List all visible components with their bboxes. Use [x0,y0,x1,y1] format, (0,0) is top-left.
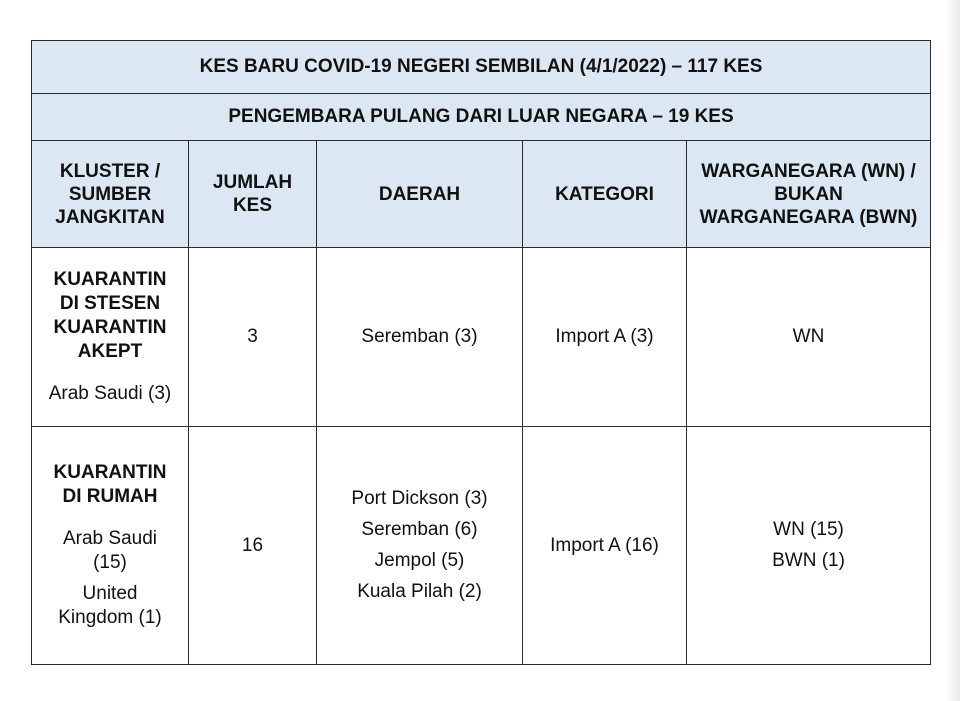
cluster-name: KUARANTIN DI RUMAH [53,462,167,507]
cluster-source: Arab Saudi (3) [48,383,172,404]
cluster-source: Arab Saudi (15) [62,528,157,573]
kategori-cell: Import A (3) [523,248,687,427]
header-kluster: KLUSTER / SUMBER JANGKITAN [32,141,189,248]
jumlah-cell: 16 [189,427,317,665]
daerah-cell [317,427,523,665]
daerah-item: Seremban (3) [361,326,478,347]
daerah-item: Port Dickson (3) [351,488,488,509]
subtitle-row [32,94,931,141]
table-row [32,427,931,665]
covid-case-table [31,40,931,665]
wn-item: BWN (1) [772,550,845,571]
kategori-cell: Import A (16) [523,427,687,665]
header-wn: WARGANEGARA (WN) / BUKAN WARGANEGARA (BWN) [687,141,931,248]
wn-item: WN (15) [773,519,844,540]
cluster-name: KUARANTIN DI STESEN KUARANTIN AKEPT [53,269,167,362]
table-row [32,248,931,427]
daerah-item: Kuala Pilah (2) [357,581,482,602]
daerah-item: Jempol (5) [374,550,465,571]
header-daerah: DAERAH [317,141,523,248]
jumlah-cell: 3 [189,248,317,427]
cluster-source: United Kingdom (1) [58,583,162,628]
header-row [32,141,931,248]
header-jumlah: JUMLAH KES [189,141,317,248]
daerah-item: Seremban (6) [361,519,478,540]
header-kategori: KATEGORI [523,141,687,248]
cluster-cell [32,248,189,427]
page-edge-shadow [946,0,960,701]
wn-cell [687,248,931,427]
cluster-cell [32,427,189,665]
wn-cell [687,427,931,665]
daerah-cell [317,248,523,427]
table-subtitle: PENGEMBARA PULANG DARI LUAR NEGARA – 19 KES [32,94,931,141]
wn-item: WN [792,326,825,347]
table-title: KES BARU COVID-19 NEGERI SEMBILAN (4/1/2022) – 117 KES [32,41,931,94]
title-row [32,41,931,94]
